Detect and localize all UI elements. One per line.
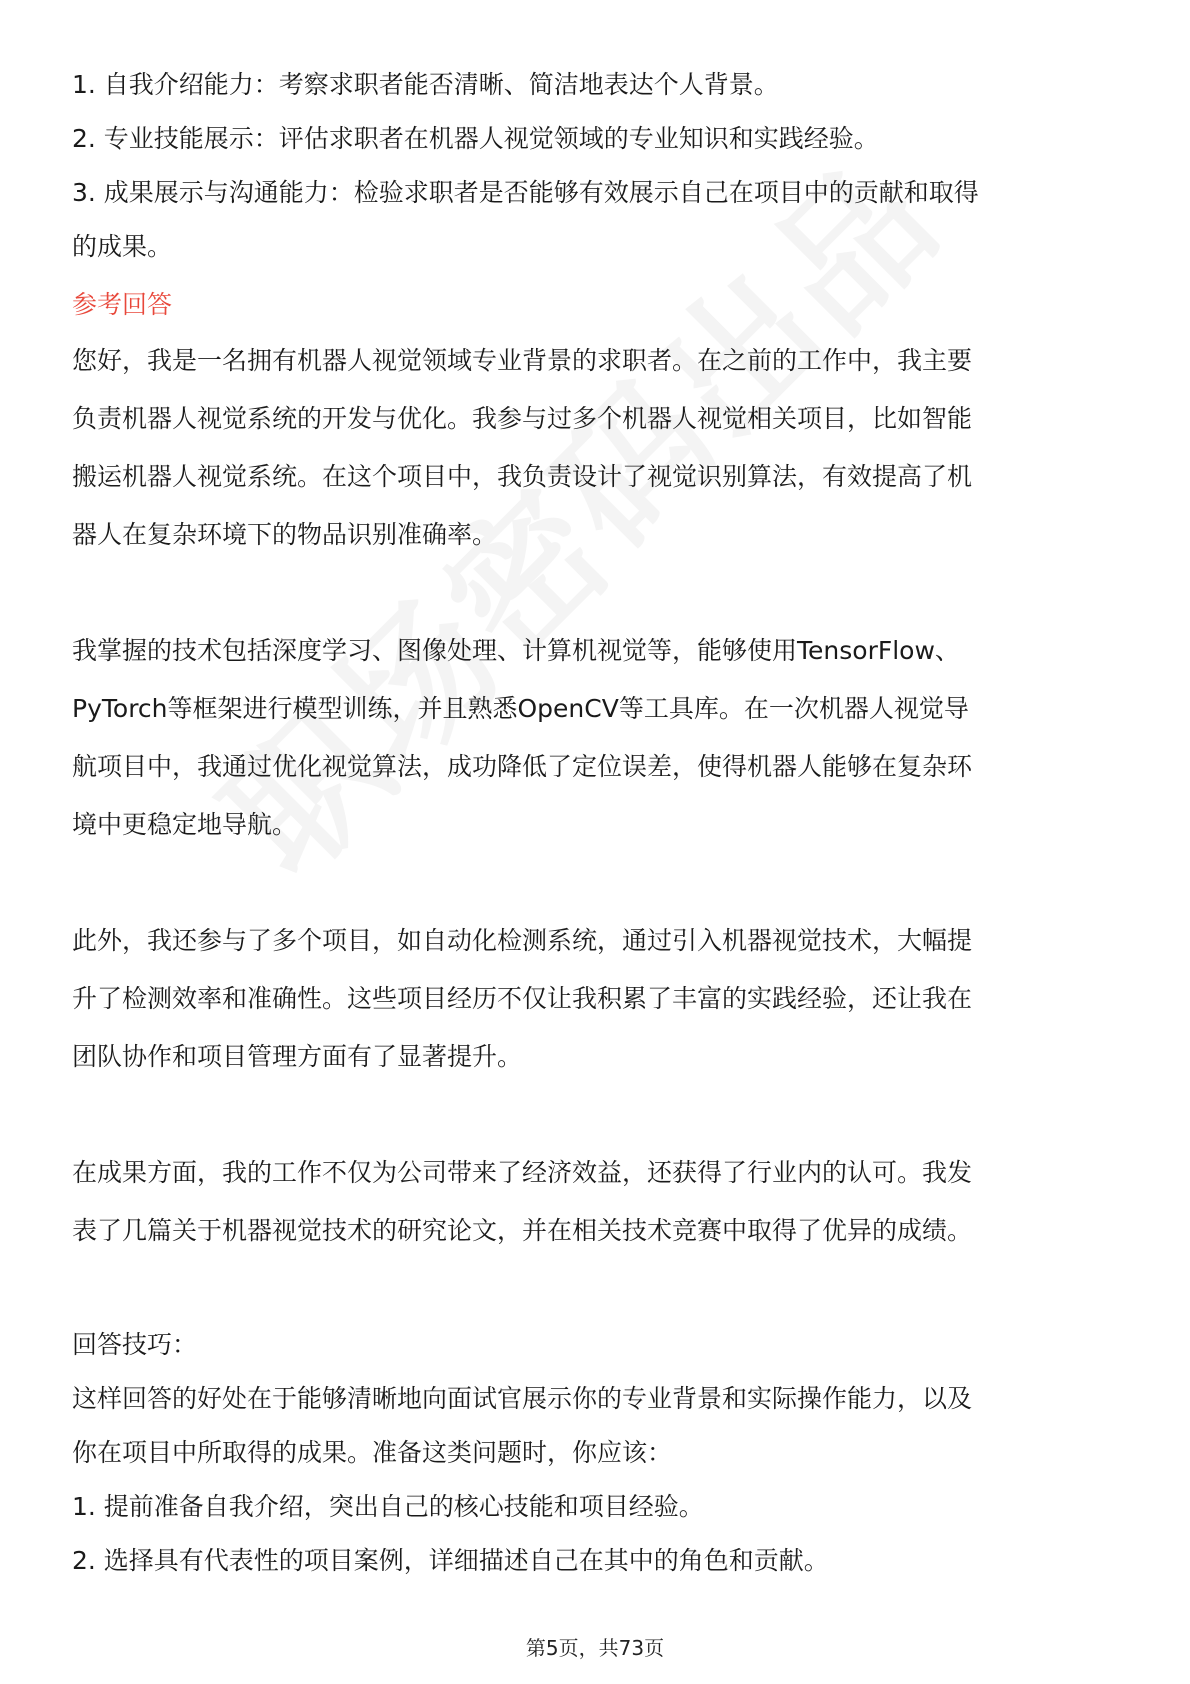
tips-title: 回答技巧：	[72, 1330, 198, 1359]
text-line: 我掌握的技术包括深度学习、图像处理、计算机视觉等，能够使用TensorFlow、	[72, 636, 960, 665]
text-line: 升了检测效率和准确性。这些项目经历不仅让我积累了丰富的实践经验，还让我在	[72, 984, 973, 1013]
text-line: 在成果方面，我的工作不仅为公司带来了经济效益，还获得了行业内的认可。我发	[72, 1158, 973, 1187]
answer-paragraph	[72, 332, 1120, 564]
tips-line: 2. 选择具有代表性的项目案例，详细描述自己在其中的角色和贡献。	[72, 1546, 829, 1575]
text-line: 航项目中，我通过优化视觉算法，成功降低了定位误差，使得机器人能够在复杂环	[72, 752, 973, 781]
text-line: 负责机器人视觉系统的开发与优化。我参与过多个机器人视觉相关项目，比如智能	[72, 404, 973, 433]
text-line: 表了几篇关于机器视觉技术的研究论文，并在相关技术竞赛中取得了优异的成绩。	[72, 1216, 973, 1245]
text-line: 搬运机器人视觉系统。在这个项目中，我负责设计了视觉识别算法，有效提高了机	[72, 462, 973, 491]
criteria-item: 3. 成果展示与沟通能力：检验求职者是否能够有效展示自己在项目中的贡献和取得	[72, 178, 979, 207]
page-number: 第5页，共73页	[525, 1636, 665, 1660]
text-line: 器人在复杂环境下的物品识别准确率。	[72, 520, 498, 549]
reference-answer-title: 参考回答	[72, 290, 173, 319]
tips-section	[72, 1318, 1120, 1588]
tips-line: 你在项目中所取得的成果。准备这类问题时，你应该：	[72, 1438, 673, 1467]
criteria-item: 2. 专业技能展示：评估求职者在机器人视觉领域的专业知识和实践经验。	[72, 124, 879, 153]
criteria-item: 1. 自我介绍能力：考察求职者能否清晰、简洁地表达个人背景。	[72, 70, 779, 99]
text-line: PyTorch等框架进行模型训练，并且熟悉OpenCV等工具库。在一次机器人视觉导	[72, 694, 969, 723]
text-line: 境中更稳定地导航。	[72, 810, 298, 839]
answer-paragraph	[72, 1144, 1120, 1260]
criteria-item: 的成果。	[72, 232, 173, 261]
text-line: 团队协作和项目管理方面有了显著提升。	[72, 1042, 523, 1071]
text-line: 您好，我是一名拥有机器人视觉领域专业背景的求职者。在之前的工作中，我主要	[72, 346, 973, 375]
answer-section	[72, 332, 1120, 1260]
page-content	[72, 58, 1120, 1588]
criteria-list	[72, 58, 1120, 274]
tips-line: 1. 提前准备自我介绍，突出自己的核心技能和项目经验。	[72, 1492, 704, 1521]
text-line: 此外，我还参与了多个项目，如自动化检测系统，通过引入机器视觉技术，大幅提	[72, 926, 973, 955]
tips-line: 这样回答的好处在于能够清晰地向面试官展示你的专业背景和实际操作能力，以及	[72, 1384, 973, 1413]
answer-paragraph	[72, 622, 1120, 854]
answer-paragraph	[72, 912, 1120, 1086]
